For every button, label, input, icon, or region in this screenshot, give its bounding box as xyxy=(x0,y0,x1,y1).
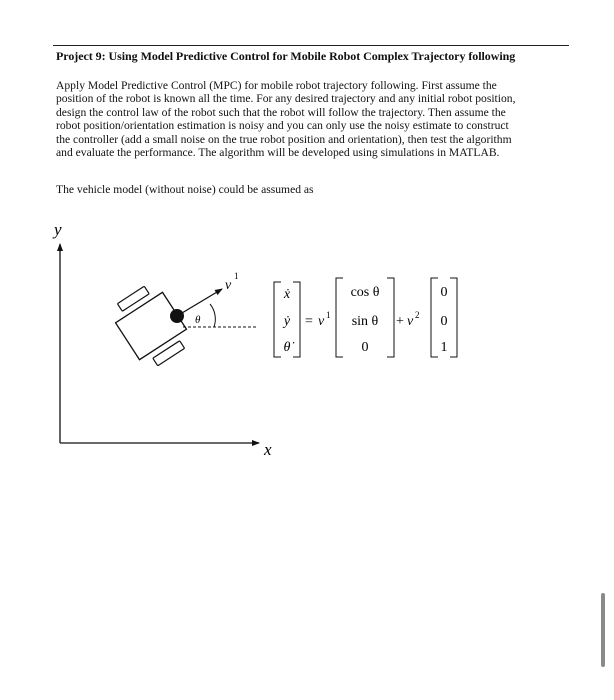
vector-entry: sin θ xyxy=(351,314,379,329)
velocity-superscript: 1 xyxy=(234,271,239,281)
paragraph-line: the controller (add a small noise on the true robot position and orientation), then test the algorithm xyxy=(56,132,512,146)
y-axis-label: y xyxy=(54,220,62,239)
paragraph-line: and evaluate the performance. The algorithm will be developed using simulations in MATLAB. xyxy=(56,146,500,160)
velocity-label xyxy=(225,278,232,293)
vector-entry: 0 xyxy=(361,340,369,355)
lhs-entry: θ̇ xyxy=(283,340,291,355)
angle-arc xyxy=(210,304,215,327)
lhs-entry: ẏ xyxy=(283,314,291,329)
paragraph-line: Apply Model Predictive Control (MPC) for mobile robot trajectory following. First assume the xyxy=(56,79,497,92)
page-title: Project 9: Using Model Predictive Control for Mobile Robot Complex Trajectory following xyxy=(56,49,516,63)
v2-superscript: 2 xyxy=(415,310,420,320)
lhs-vector xyxy=(274,282,300,357)
v1-symbol: v xyxy=(318,314,325,329)
v1-superscript: 1 xyxy=(326,310,331,320)
cos-sin-vector xyxy=(336,278,394,357)
robot-drawing xyxy=(107,271,256,372)
paragraph-line: position of the robot is known all the time. For any desired trajectory and any initial robot position, xyxy=(56,92,516,106)
kinematic-equation xyxy=(274,278,457,357)
heading-arrow xyxy=(177,289,222,316)
scrollbar-thumb[interactable] xyxy=(601,593,605,667)
velocity-label-symbol: v xyxy=(225,278,232,293)
right-bracket xyxy=(387,278,394,357)
x-axis-label: x xyxy=(264,440,272,459)
vector-entry: 0 xyxy=(440,314,448,329)
vector-entry: cos θ xyxy=(350,285,380,300)
theta-label: θ xyxy=(195,314,201,326)
vector-entry: 1 xyxy=(440,340,448,355)
paragraph-line: robot position/orientation estimation is noisy and you can only use the noisy estimate to construct xyxy=(56,119,509,133)
unit-vector xyxy=(431,278,457,357)
left-bracket xyxy=(336,278,343,357)
paragraph-line: design the control law of the robot such that the robot will follow the trajectory. Then assume the xyxy=(56,105,506,119)
v2-symbol: v xyxy=(407,314,414,329)
left-bracket xyxy=(274,282,281,357)
left-bracket xyxy=(431,278,438,357)
right-bracket xyxy=(450,278,457,357)
vector-entry: 0 xyxy=(440,285,448,300)
equals-sign: = xyxy=(305,314,313,329)
lhs-entry: ẋ xyxy=(283,287,291,302)
model-intro-text: The vehicle model (without noise) could be assumed as xyxy=(56,183,314,196)
plus-sign: + xyxy=(396,314,404,329)
right-bracket xyxy=(293,282,300,357)
